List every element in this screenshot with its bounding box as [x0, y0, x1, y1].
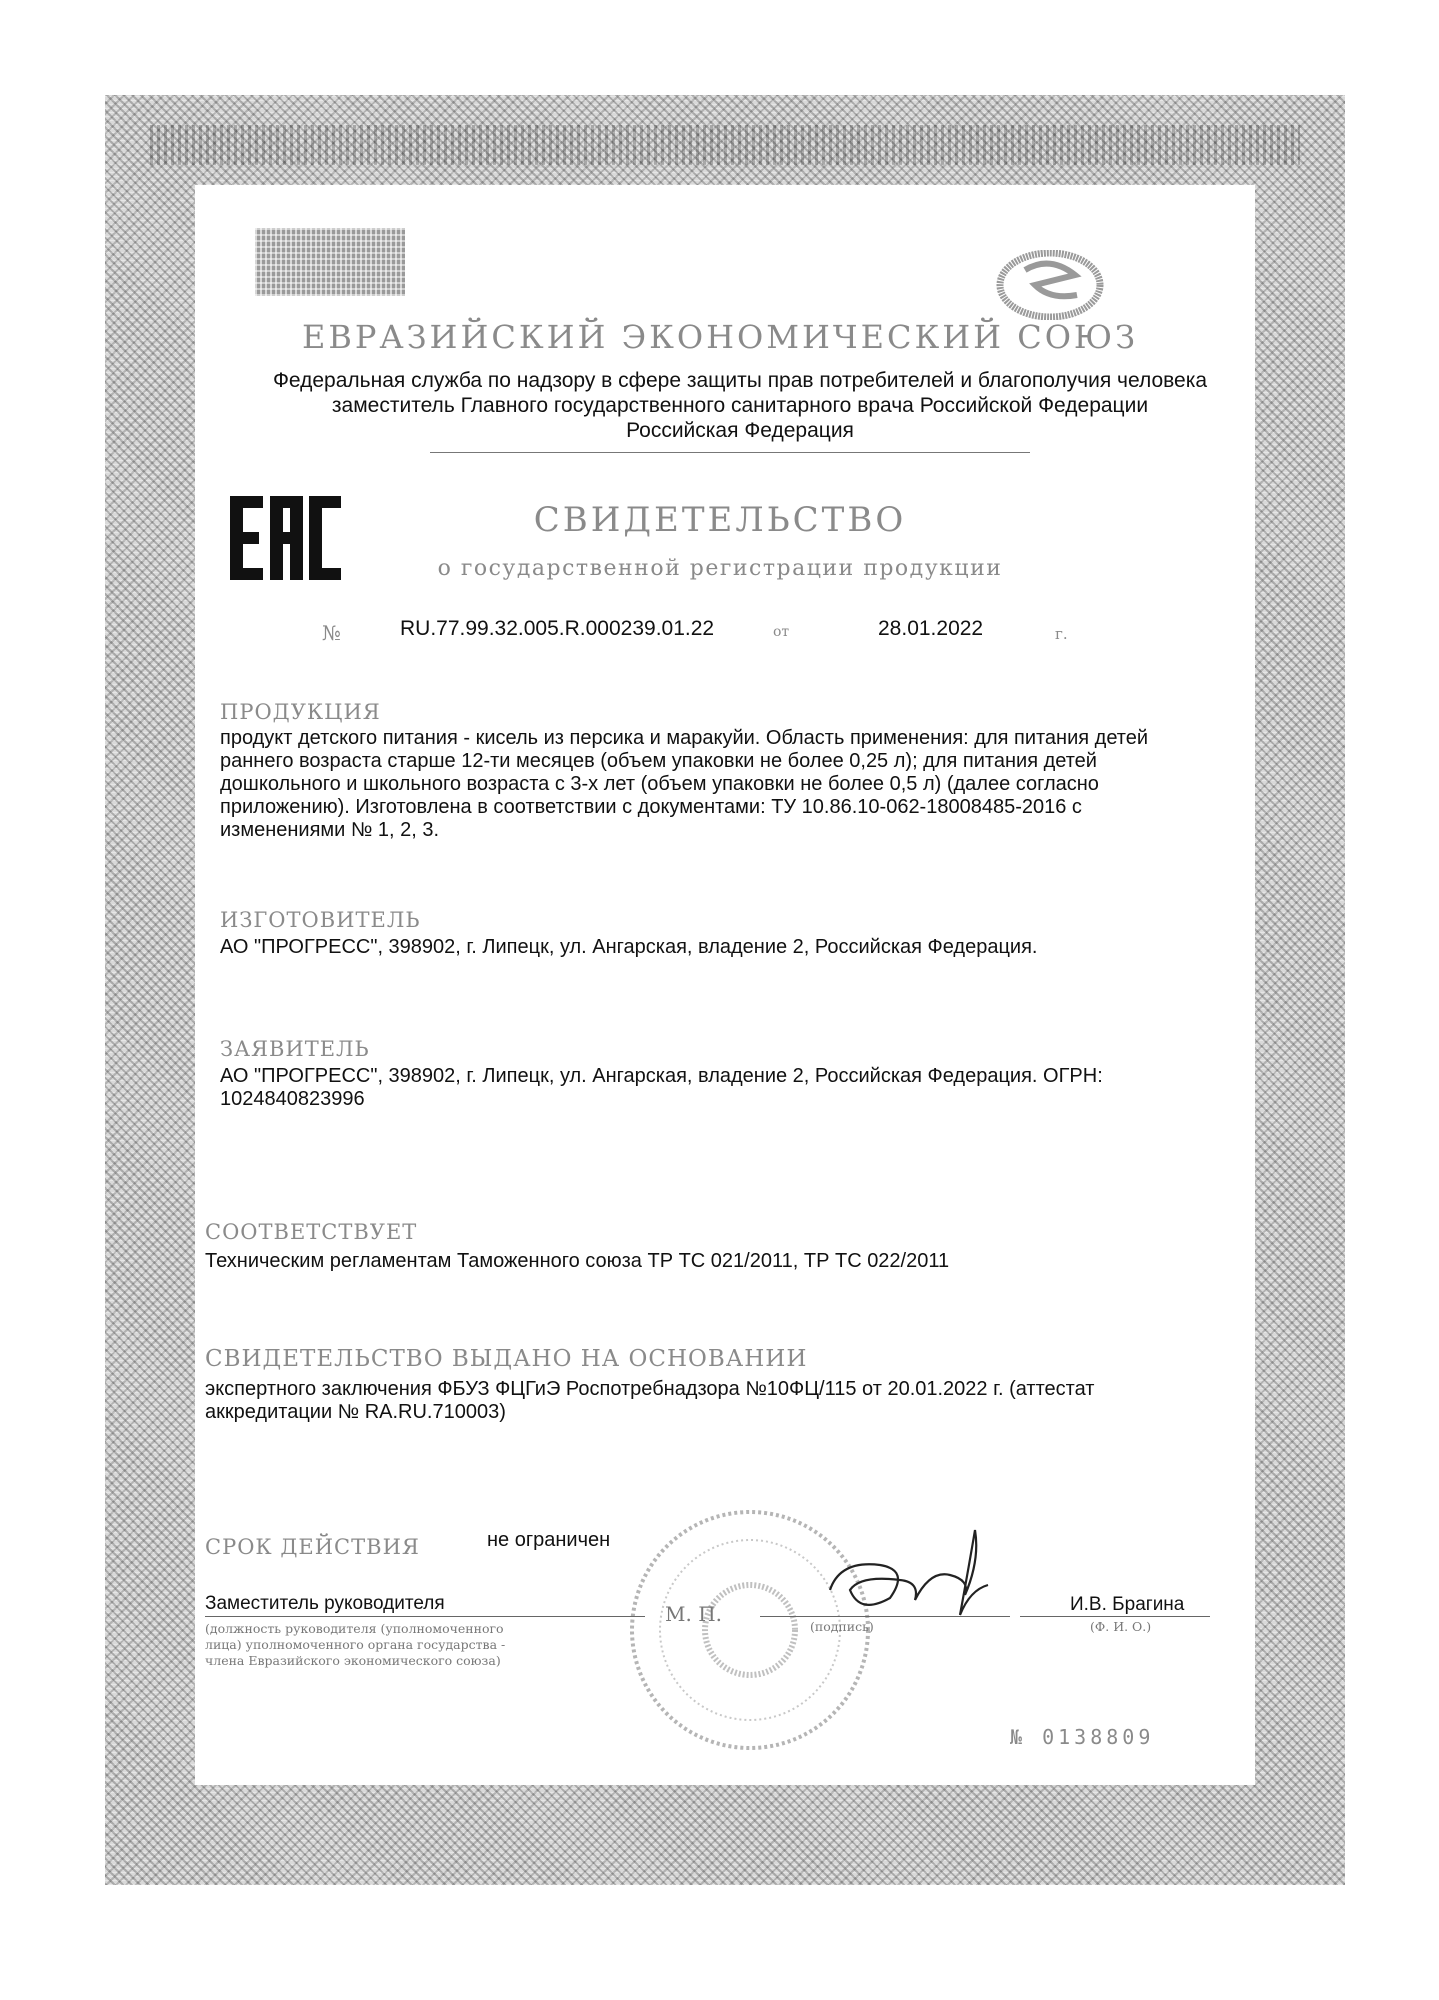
eac-mark-icon [225, 488, 345, 588]
product-line: приложению). Изготовлена в соответствии с документами: ТУ 10.86.10-062-18008485-2016 с [220, 796, 1082, 818]
eaeu-logo-icon [995, 250, 1105, 320]
certificate-title: СВИДЕТЕЛЬСТВО [533, 500, 907, 540]
applicant-line: АО "ПРОГРЕСС", 398902, г. Липецк, ул. Ангарская, владение 2, Российская Федерация. ОГРН: [220, 1065, 1103, 1087]
name-caption: (Ф. И. О.) [1090, 1619, 1152, 1634]
product-text [220, 727, 1260, 842]
conformity-text [205, 1250, 1245, 1273]
manufacturer-label: ИЗГОТОВИТЕЛЬ [220, 908, 421, 932]
product-line: раннего возраста старше 12-ти месяцев (объем упаковки не более 0,25 л); для питания детей [220, 750, 1097, 772]
product-line: изменениями № 1, 2, 3. [220, 819, 440, 841]
conformity-line: Техническим регламентам Таможенного союза ТР ТС 021/2011, ТР ТС 022/2011 [205, 1250, 950, 1272]
blank-number: № 0138809 [1010, 1725, 1155, 1749]
agency-block [230, 368, 1250, 443]
caption-line: члена Евразийского экономического союза) [205, 1653, 501, 1668]
product-label: ПРОДУКЦИЯ [220, 700, 381, 724]
applicant-line: 1024840823996 [220, 1088, 365, 1110]
signature-caption: (подпись) [810, 1619, 874, 1634]
product-line: продукт детского питания - кисель из персика и маракуйи. Область применения: для питания детей [220, 727, 1149, 749]
basis-line: экспертного заключения ФБУЗ ФЦГиЭ Роспотребнадзора №10ФЦ/115 от 20.01.2022 г. (аттестат [205, 1378, 1095, 1400]
conformity-label: СООТВЕТСТВУЕТ [205, 1220, 418, 1244]
basis-line: аккредитации № RA.RU.710003) [205, 1401, 506, 1423]
caption-line: лица) уполномоченного органа государства - [205, 1637, 506, 1652]
signer-name: И.В. Брагина [1070, 1594, 1185, 1615]
name-line [1020, 1616, 1210, 1617]
basis-label: СВИДЕТЕЛЬСТВО ВЫДАНО НА ОСНОВАНИИ [205, 1346, 808, 1372]
manufacturer-line: АО "ПРОГРЕСС", 398902, г. Липецк, ул. Ангарская, владение 2, Российская Федерация. [220, 936, 1038, 958]
agency-line: Российская Федерация [626, 419, 854, 442]
border-microtext [150, 125, 1300, 165]
signer-position: Заместитель руководителя [205, 1593, 445, 1614]
from-label: от [773, 624, 790, 640]
applicant-label: ЗАЯВИТЕЛЬ [220, 1037, 370, 1061]
stamp-label: М. П. [665, 1602, 722, 1626]
signer-line [205, 1616, 645, 1617]
validity-label: СРОК ДЕЙСТВИЯ [205, 1535, 420, 1559]
number-sign: № [322, 621, 341, 645]
agency-line: заместитель Главного государственного санитарного врача Российской Федерации [331, 394, 1149, 417]
basis-text [205, 1378, 1245, 1424]
year-suffix: г. [1055, 625, 1068, 643]
manufacturer-text [220, 936, 1260, 959]
registration-date: 28.01.2022 [878, 617, 984, 640]
registration-number: RU.77.99.32.005.R.000239.01.22 [400, 617, 715, 640]
signer-caption [205, 1621, 665, 1669]
certificate-subtitle: о государственной регистрации продукции [437, 556, 1003, 581]
applicant-text [220, 1065, 1260, 1111]
validity-value: не ограничен [487, 1529, 611, 1551]
agency-line: Федеральная служба по надзору в сфере защиты прав потребителей и благополучия человека [272, 369, 1208, 392]
product-line: дошкольного и школьного возраста с 3-х лет (объем упаковки не более 0,5 л) (далее согласно [220, 773, 1099, 795]
signature-line [760, 1616, 1010, 1617]
union-emblem-icon [255, 228, 405, 296]
union-title: ЕВРАЗИЙСКИЙ ЭКОНОМИЧЕСКИЙ СОЮЗ [301, 318, 1139, 356]
signature-icon [820, 1520, 990, 1630]
caption-line: (должность руководителя (уполномоченного [205, 1621, 504, 1636]
agency-caption-line [430, 452, 1030, 463]
